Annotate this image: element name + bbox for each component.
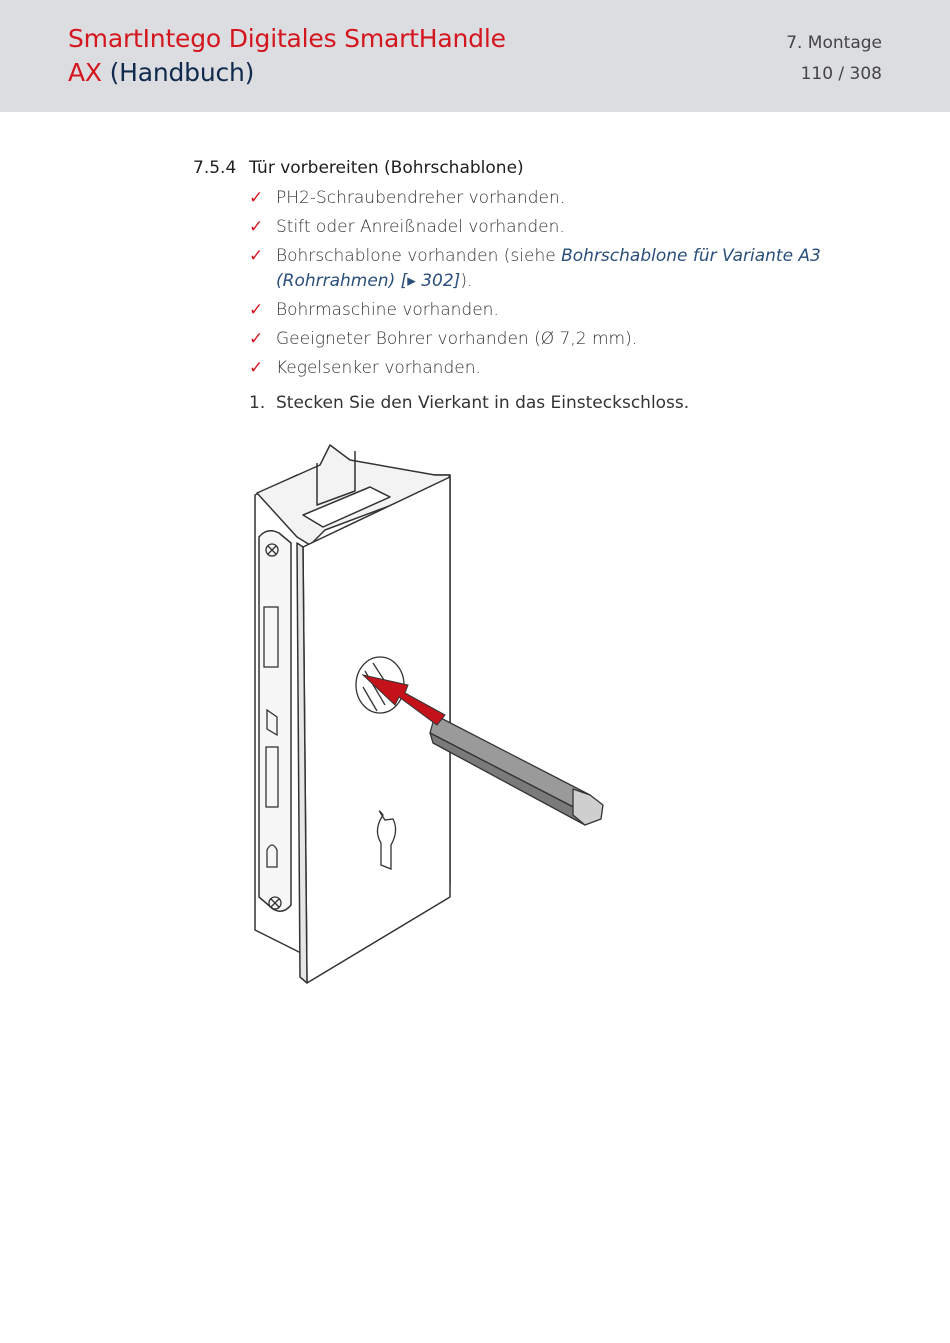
requirement-text: Stift oder Anreißnadel vorhanden. — [276, 217, 565, 237]
square-spindle — [430, 715, 590, 813]
page-number: 110 / 308 — [800, 64, 882, 84]
list-item — [249, 186, 883, 211]
list-item — [249, 215, 883, 240]
check-icon: ✓ — [249, 329, 264, 349]
check-icon: ✓ — [249, 300, 264, 320]
document-title — [68, 22, 506, 90]
title-handbook: (Handbuch) — [109, 58, 255, 87]
check-icon: ✓ — [249, 358, 264, 378]
section-heading — [193, 154, 883, 182]
chapter-info — [786, 28, 882, 90]
check-icon: ✓ — [249, 217, 264, 237]
requirement-text: Geeigneter Bohrer vorhanden (Ø 7,2 mm). — [276, 329, 638, 349]
requirement-text: Bohrmaschine vorhanden. — [276, 300, 499, 320]
list-item — [249, 244, 883, 294]
list-item — [249, 298, 883, 323]
list-item — [249, 356, 883, 381]
requirement-text-after: ). — [460, 271, 473, 291]
title-line-1: SmartIntego Digitales SmartHandle — [68, 24, 506, 53]
door-plate — [303, 477, 450, 983]
steps-list — [193, 391, 883, 416]
requirement-text-before: Bohrschablone vorhanden (siehe — [276, 246, 562, 266]
check-icon: ✓ — [249, 246, 264, 266]
lock-faceplate — [259, 531, 291, 912]
requirement-text: PH2-Schraubendreher vorhanden. — [276, 188, 566, 208]
title-model: AX — [68, 58, 102, 87]
main-content — [193, 154, 883, 416]
illustration-insert-spindle — [245, 435, 615, 995]
section-number: 7.5.4 — [193, 158, 237, 178]
list-item — [249, 391, 883, 416]
check-icon: ✓ — [249, 188, 264, 208]
template-link-page[interactable]: 302] — [421, 271, 461, 291]
requirements-list — [193, 186, 883, 381]
section-title: Tür vorbereiten (Bohrschablone) — [249, 158, 524, 178]
requirement-text — [276, 244, 883, 294]
requirement-text: Kegelsenker vorhanden. — [276, 358, 481, 378]
step-text: Stecken Sie den Vierkant in das Einsteckschloss. — [276, 393, 690, 413]
step-number: 1. — [249, 393, 266, 413]
page-arrow-icon: ▸ — [407, 271, 416, 291]
page-header — [0, 0, 950, 112]
template-link-text[interactable]: Bohrschablone für Variante A3 (Rohrrahmen) [ — [276, 246, 821, 291]
chapter-label: 7. Montage — [786, 33, 882, 53]
list-item — [249, 327, 883, 352]
